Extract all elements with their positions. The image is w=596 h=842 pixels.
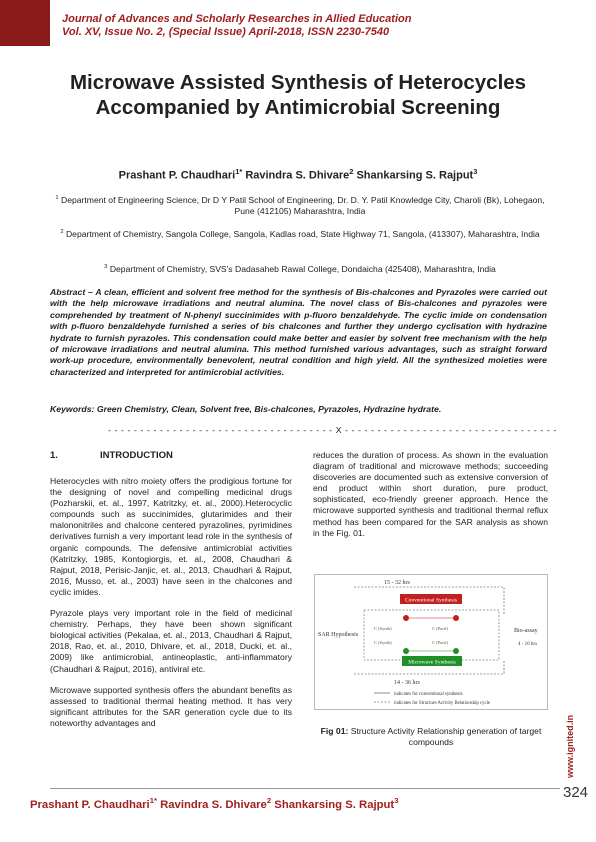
- footer-authors: [30, 796, 398, 811]
- paragraph: Pyrazole plays very important role in the field of medicinal chemistry. Perhaps, they have been shown significant biological activities (Pekalaa, et. al., 2013, Chaudhari & Rajput, 2018, Rao, et. al., 2010, Dhivare, et. al., 2018, Ducki, et. al., 2009) like antimicrobial, antineoplastic, anti-inflammatory (Chaudhari & Rajput, 2016), antiviral etc.: [50, 608, 292, 674]
- author-3-sup: 3: [473, 167, 478, 176]
- legend-text-2: indicates for Structure Activity Relationship cycle: [394, 701, 491, 706]
- bioassay-label: Bio-assay: [514, 628, 538, 634]
- affiliation-2-text: Department of Chemistry, Sangola College, Sangola, Kadlas road, State Highway 71, Sangola, (413307), Maharashtra, India: [65, 228, 540, 239]
- figure-caption-text: Structure Activity Relationship generation of target compounds: [350, 726, 542, 747]
- paper-title-line2: Accompanied by Antimicrobial Screening: [95, 96, 501, 119]
- section-separator: - - - - - - - - - - - - - - - - - - - - - - - - - - - - - - - - - - - X - - - - - - - - - - - - - - - - - - - - - - - - - - - - - - - - -: [108, 425, 557, 435]
- affiliation-1-text: Department of Engineering Science, Dr D Y Patil School of Engineering, Dr. D. Y. Patil Knowledge City, Charoli (Bk), Lohegaon, Pune (412105) Maharashtra, India: [61, 194, 545, 217]
- abstract: Abstract – A clean, efficient and solvent free method for the synthesis of Bis-chalcones and Pyrazoles were carried out with the help microwave irradiations and neutral alumina. The novel class of Bis-chalcones and pyrazoles were comprehended by treatment of N-phenyl succinimides with p-fluoro benzaldehyde. The cyclic imide on condensation with p-fluoro benzaldehyde furnished a series of bis chalcones and further they undergo cyclisation with hydrazine hydrate to furnish pyrazoles. This condensation could make better and easier by solvent free mechanism with the help of microwave irradiations and neutral alumina. This method furnished various advantages, such as straight forward work-up procedure, environmentally benevolent, neutral condition and high yield. All the synthesized moieties were characterized and interpreted for antimicrobial activities.: [50, 287, 547, 377]
- sar-cycle-figure: [314, 574, 548, 710]
- section-heading: [50, 450, 173, 461]
- left-column: [50, 476, 292, 739]
- paper-title-line1: Microwave Assisted Synthesis of Heterocycles: [69, 71, 527, 94]
- footer-author-1: Prashant P. Chaudhari: [30, 798, 150, 811]
- author-1: Prashant P. Chaudhari: [118, 169, 236, 182]
- conventional-synthesis-label: Conventional Synthesis: [404, 597, 458, 604]
- paragraph: reduces the duration of process. As shown in the evaluation diagram of traditional and microwave methods; succeeding discoveries are documented such as extensive conversion of end product within short duration, pure product, sophisticated, eco-friendly greener approach. Hence the microwave supported synthesis and traditional thermal reflux method has been compared for the SAR analysis as shown in the Fig. 01.: [313, 450, 548, 538]
- author-2: Ravindra S. Dhivare: [245, 169, 350, 182]
- affiliation-1-sup: 1: [55, 195, 59, 201]
- affiliation-2-sup: 2: [60, 229, 64, 235]
- page-number: 324: [563, 784, 589, 801]
- figure-top-time-label: 15 - 32 hrs: [384, 580, 410, 586]
- figure-bottom-time-label: 14 - 36 hrs: [394, 680, 420, 686]
- right-column: [313, 450, 548, 549]
- bioassay-time-label: 4 - 10 hrs: [518, 642, 538, 647]
- sar-hypothesis-label: SAR Hypothesis: [318, 632, 359, 638]
- website-url: www.ignited.in: [565, 714, 575, 778]
- microwave-synthesis-label: Microwave Synthesis: [408, 659, 456, 666]
- footer-author-2-sup: 2: [266, 796, 272, 805]
- paragraph: Microwave supported synthesis offers the abundant benefits as assessed to traditional thermal heating method. It has very significant attributes for the SAR generation cycle due to its noteworthy advantages and: [50, 684, 292, 728]
- journal-header: [62, 13, 411, 39]
- author-3: Shankarsing S. Rajput: [356, 169, 474, 182]
- paper-title: [0, 70, 596, 120]
- footer-author-3: Shankarsing S. Rajput: [274, 798, 395, 811]
- affiliation-3-sup: 3: [104, 264, 108, 270]
- section-number: 1.: [50, 450, 58, 461]
- website-vertical-text: [563, 700, 577, 780]
- conventional-node-1: [403, 615, 409, 621]
- footer-author-1-sup: 1*: [149, 796, 157, 805]
- node-label: C (Purif): [432, 626, 449, 631]
- affiliation-3-text: Department of Chemistry, SVS's Dadasaheb Rawal College, Dondaicha (425408), Maharashtra, India: [109, 263, 496, 274]
- affiliation-3: [50, 262, 550, 275]
- conventional-node-2: [453, 615, 459, 621]
- microwave-node-1: [403, 648, 409, 654]
- paragraph: Heterocycles with nitro moiety offers the prodigious fortune for the designing of novel and compelling medicinal drugs (Pozharskii, et. al., 1997, Katritzky, et. al., 2000).Heterocyclic compounds such as succinimides, glutarimides and their malononitriles and chalcone centered pyrazolines, pyrimidines derivatives furnish a very important lead role in the synthesis of organic compounds. The defensive antimicrobial activities (Katritzky, 1985, Kontogiorgis, et. al., 2008, Chaudhari & Rajput, 2018, Perisic-Janjic, et. al., 2013, Chaudhari & Rajput, 2016, Musso, et. al., 2003) have seen in the chalcones and cyclic imides.: [50, 476, 292, 597]
- author-1-sup: 1*: [235, 167, 243, 176]
- author-2-sup: 2: [349, 167, 354, 176]
- affiliation-1: [50, 193, 550, 218]
- node-label: C (Synth): [374, 640, 392, 645]
- keywords: Keywords: Green Chemistry, Clean, Solvent free, Bis-chalcones, Pyrazoles, Hydrazine hydrate.: [50, 404, 442, 414]
- footer-author-3-sup: 3: [394, 796, 399, 805]
- figure-caption: [314, 726, 548, 748]
- node-label: C (Synth): [374, 626, 392, 631]
- header-color-block: [0, 0, 50, 46]
- section-title: INTRODUCTION: [100, 450, 173, 461]
- microwave-node-2: [453, 648, 459, 654]
- node-label: C (Purif): [432, 640, 449, 645]
- journal-title: Journal of Advances and Scholarly Researches in Allied Education: [62, 13, 412, 25]
- affiliation-2: [50, 227, 550, 240]
- legend-text-1: indicates for conventional synthesis: [394, 692, 463, 697]
- footer-divider: [50, 788, 560, 789]
- footer-author-2: Ravindra S. Dhivare: [160, 798, 267, 811]
- author-list: [0, 167, 596, 182]
- figure-caption-label: Fig 01:: [320, 726, 349, 736]
- journal-issue: Vol. XV, Issue No. 2, (Special Issue) April-2018, ISSN 2230-7540: [62, 26, 390, 38]
